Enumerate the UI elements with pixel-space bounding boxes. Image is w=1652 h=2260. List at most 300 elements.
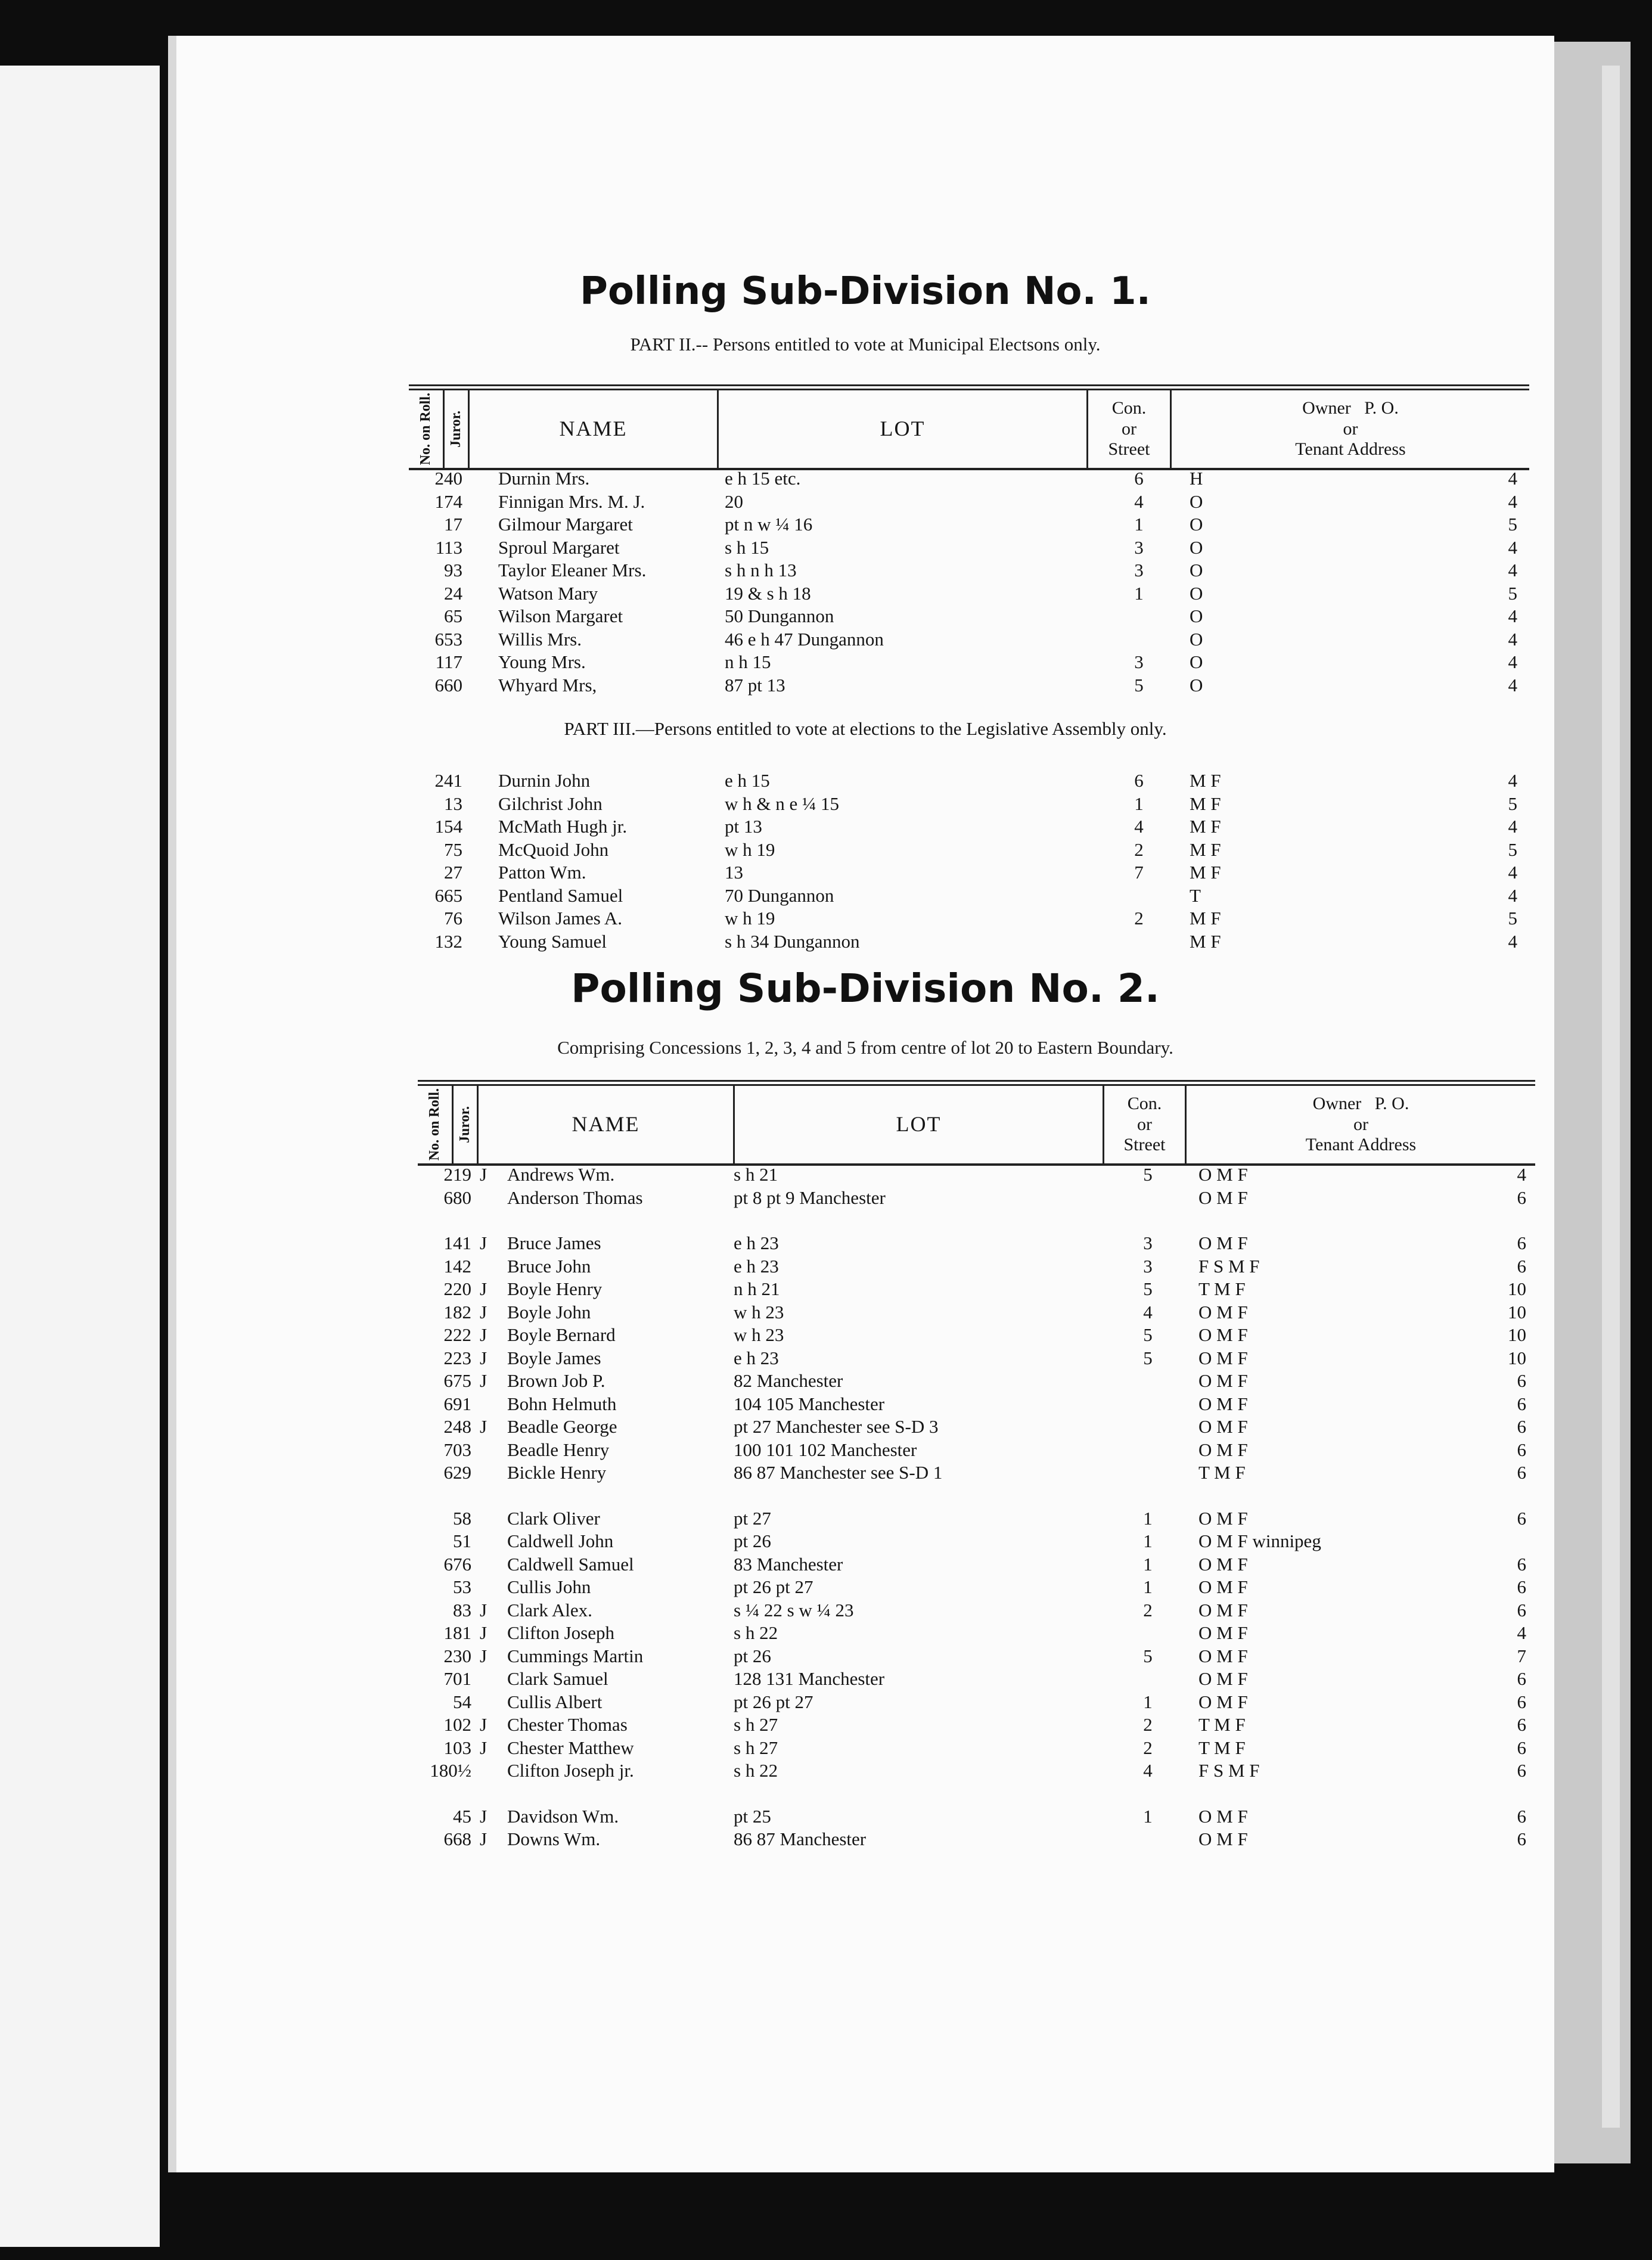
cell-roll: 181 [443,1622,471,1643]
cell-roll: 75 [444,839,462,860]
cell-owner: O M F [1198,1622,1248,1643]
list-item [409,560,1529,583]
cell-owner: O M F [1198,1187,1248,1208]
cell-owner: T M F [1198,1714,1246,1735]
cell-name: Young Mrs. [498,651,586,672]
header-owner-2: or [1343,418,1358,439]
list-item [418,1554,1535,1577]
list-item [418,1462,1535,1485]
cell-roll: 17 [444,514,462,535]
list-item [418,1370,1535,1393]
header-owner-3: Tenant [1295,439,1344,460]
cell-lot: 87 pt 13 [725,674,785,696]
list-item [418,1256,1535,1279]
cell-con: 1 [1143,1553,1153,1575]
header-owner-1: Owner [1302,398,1351,418]
cell-po: 6 [1517,1737,1526,1758]
cell-lot: s h 21 [734,1164,778,1185]
left-page-edge [0,66,160,2247]
header-juror: Juror. [457,1106,473,1143]
cell-juror: J [480,1805,487,1827]
list-item [409,770,1529,793]
cell-name: Caldwell Samuel [507,1553,634,1575]
cell-po: 5 [1508,793,1517,814]
cell-owner: O M F [1198,1439,1248,1460]
cell-lot: s h 22 [734,1760,778,1781]
header-po-1: P. O. [1364,398,1399,418]
cell-roll: 76 [444,908,462,929]
cell-name: Clifton Joseph jr. [507,1760,634,1781]
list-item [409,468,1529,491]
cell-owner: M F [1190,770,1221,791]
cell-roll: 24 [444,582,462,604]
cell-po: 5 [1508,839,1517,860]
cell-lot: pt n w ¼ 16 [725,514,813,535]
cell-roll: 660 [434,674,462,696]
header-name: NAME [572,1112,640,1137]
cell-owner: T [1190,884,1201,906]
list-item [418,1622,1535,1646]
cell-name: Cummings Martin [507,1645,644,1666]
cell-name: Chester Thomas [507,1714,628,1735]
cell-owner: O M F [1198,1829,1248,1849]
header-roll: No. on Roll. [417,393,433,465]
cell-roll: 65 [444,606,462,626]
cell-name: McMath Hugh jr. [498,816,628,837]
header-lot: LOT [896,1112,942,1137]
cell-roll: 182 [443,1301,471,1323]
cell-roll: 27 [444,862,462,883]
cell-name: Clark Samuel [507,1668,608,1689]
cell-owner: O M F [1198,1599,1248,1621]
cell-roll: 132 [434,930,462,952]
cell-lot: pt 26 pt 27 [734,1691,813,1712]
cell-roll: 180½ [430,1760,471,1781]
cell-roll: 240 [434,468,462,489]
header-con-1: Con. [1127,1094,1162,1114]
cell-lot: 46 e h 47 Dungannon [725,628,884,650]
cell-lot: w h 19 [725,839,775,860]
cell-lot: pt 27 Manchester see S-D 3 [734,1416,939,1437]
cell-lot: 19 & s h 18 [725,582,811,604]
cell-po: 7 [1517,1645,1526,1666]
cell-owner: H [1190,468,1203,489]
list-item [418,1164,1535,1187]
cell-juror: J [480,1714,487,1735]
cell-owner: M F [1190,930,1221,952]
cell-con: 3 [1143,1255,1153,1277]
list-item [418,1393,1535,1417]
header-con-3: Street [1108,439,1150,460]
section2-subtitle: Comprising Concessions 1, 2, 3, 4 and 5 from centre of lot 20 to Eastern Boundary. [557,1037,1173,1058]
cell-owner: O M F [1198,1645,1248,1666]
cell-con: 3 [1134,651,1144,672]
cell-po: 4 [1508,628,1517,650]
cell-name: Anderson Thomas [507,1187,643,1208]
cell-roll: 103 [443,1737,471,1758]
cell-con: 4 [1134,816,1144,837]
cell-lot: 86 87 Manchester [734,1829,867,1849]
cell-roll: 691 [443,1393,471,1414]
cell-po: 6 [1517,1462,1526,1483]
cell-owner: O [1190,514,1203,535]
cell-owner: O [1190,674,1203,696]
cell-lot: 50 Dungannon [725,606,834,626]
cell-roll: 53 [453,1576,471,1597]
cell-owner: O [1190,606,1203,626]
cell-lot: e h 15 [725,770,770,791]
cell-lot: w h 19 [725,908,775,929]
header-name: NAME [559,417,628,441]
cell-lot: 20 [725,491,743,512]
list-item [418,1760,1535,1783]
cell-con: 2 [1143,1737,1153,1758]
cell-con: 2 [1134,839,1144,860]
cell-name: Willis Mrs. [498,628,582,650]
cell-lot: e h 23 [734,1255,779,1277]
cell-juror: J [480,1347,487,1368]
cell-con: 1 [1143,1576,1153,1597]
cell-po: 5 [1508,582,1517,604]
cell-po: 4 [1508,862,1517,883]
cell-owner: O M F [1198,1507,1248,1529]
cell-po: 6 [1517,1599,1526,1621]
cell-name: Boyle James [507,1347,601,1368]
cell-owner: M F [1190,862,1221,883]
cell-juror: J [480,1164,487,1185]
cell-lot: w h & n e ¼ 15 [725,793,840,814]
cell-name: Pentland Samuel [498,884,623,906]
header-owner-1: Owner [1312,1094,1362,1114]
cell-name: Bruce John [507,1255,591,1277]
cell-name: Cullis Albert [507,1691,603,1712]
cell-owner: O M F winnipeg [1198,1531,1321,1551]
part3-heading: PART III.—Persons entitled to vote at elections to the Legislative Assembly only. [564,718,1167,739]
cell-lot: w h 23 [734,1301,784,1323]
section2-title: Polling Sub-Division No. 2. [571,966,1160,1011]
cell-name: Cullis John [507,1576,591,1597]
cell-name: Whyard Mrs, [498,674,597,696]
cell-juror: J [480,1645,487,1666]
cell-name: Chester Matthew [507,1737,634,1758]
cell-po: 6 [1517,1187,1526,1208]
cell-roll: 117 [435,651,462,672]
cell-con: 7 [1134,862,1144,883]
cell-po: 10 [1508,1347,1526,1368]
group-gap [418,1783,1535,1806]
cell-po: 6 [1517,1668,1526,1689]
cell-name: Young Samuel [498,930,607,952]
cell-roll: 154 [434,816,462,837]
cell-con: 1 [1134,514,1144,535]
cell-lot: s h 34 Dungannon [725,930,860,952]
cell-roll: 703 [443,1439,471,1460]
cell-name: Beadle Henry [507,1439,610,1460]
list-item [409,606,1529,629]
cell-con: 2 [1143,1599,1153,1621]
cell-owner: O M F [1198,1370,1248,1391]
cell-lot: 82 Manchester [734,1370,843,1391]
cell-owner: O M F [1198,1324,1248,1345]
cell-name: Boyle John [507,1301,591,1323]
cell-name: Downs Wm. [507,1829,601,1849]
cell-lot: e h 23 [734,1233,779,1253]
cell-con: 4 [1143,1760,1153,1781]
cell-roll: 701 [443,1668,471,1689]
cell-po: 4 [1508,884,1517,906]
cell-juror: J [480,1301,487,1323]
list-item [418,1233,1535,1256]
cell-name: Boyle Bernard [507,1324,616,1345]
cell-po: 6 [1517,1760,1526,1781]
cell-lot: s h 15 [725,536,769,558]
cell-po: 6 [1517,1370,1526,1391]
list-item [418,1324,1535,1348]
cell-roll: 174 [434,491,462,512]
cell-juror: J [480,1324,487,1345]
cell-po: 6 [1517,1714,1526,1735]
cell-lot: 13 [725,862,743,883]
cell-lot: pt 13 [725,816,762,837]
cell-owner: T M F [1198,1737,1246,1758]
cell-con: 5 [1143,1347,1153,1368]
list-item [418,1348,1535,1371]
cell-owner: T M F [1198,1278,1246,1299]
cell-owner: F S M F [1198,1760,1260,1781]
cell-owner: O M F [1198,1668,1248,1689]
cell-owner: O [1190,560,1203,580]
document-page [168,36,1554,2172]
cell-name: Gilchrist John [498,793,603,814]
cell-name: Caldwell John [507,1531,614,1551]
list-item [418,1646,1535,1669]
list-item [418,1737,1535,1761]
cell-po: 10 [1508,1324,1526,1345]
cell-name: Andrews Wm. [507,1164,615,1185]
cell-con: 6 [1134,468,1144,489]
list-item [409,583,1529,606]
cell-con: 1 [1143,1531,1153,1551]
cell-owner: M F [1190,816,1221,837]
cell-con: 1 [1134,793,1144,814]
cell-lot: s h 27 [734,1737,778,1758]
cell-owner: O M F [1198,1576,1248,1597]
cell-con: 5 [1143,1324,1153,1345]
cell-owner: M F [1190,839,1221,860]
cell-po: 4 [1508,816,1517,837]
group-gap [418,1210,1535,1233]
list-item [418,1714,1535,1737]
cell-lot: pt 26 [734,1531,771,1551]
div2-list [418,1164,1535,1852]
list-item [418,1278,1535,1302]
header-juror: Juror. [448,410,464,448]
cell-juror: J [480,1370,487,1391]
list-item [418,1531,1535,1554]
cell-name: McQuoid John [498,839,609,860]
cell-lot: pt 26 pt 27 [734,1576,813,1597]
cell-lot: 70 Dungannon [725,884,834,906]
cell-po: 4 [1508,770,1517,791]
cell-name: Watson Mary [498,582,598,604]
list-item [409,908,1529,931]
cell-name: Finnigan Mrs. M. J. [498,491,645,512]
cell-lot: 104 105 Manchester [734,1393,885,1414]
cell-con: 2 [1143,1714,1153,1735]
header-po-1: P. O. [1374,1094,1409,1114]
cell-con: 5 [1143,1278,1153,1299]
cell-lot: s h 27 [734,1714,778,1735]
list-item [418,1806,1535,1829]
list-item [418,1600,1535,1623]
list-item [418,1691,1535,1715]
list-item [409,491,1529,514]
cell-con: 3 [1134,560,1144,580]
cell-roll: 113 [435,536,462,558]
cell-owner: M F [1190,793,1221,814]
list-item [409,931,1529,954]
cell-roll: 665 [434,884,462,906]
cell-con: 5 [1143,1164,1153,1185]
header-lot: LOT [880,417,926,441]
cell-con: 5 [1143,1645,1153,1666]
part3-list [409,770,1529,954]
cell-roll: 83 [453,1599,471,1621]
cell-owner: O M F [1198,1805,1248,1827]
list-item [409,839,1529,862]
cell-owner: O M F [1198,1393,1248,1414]
cell-juror: J [480,1233,487,1253]
cell-po: 4 [1508,560,1517,580]
cell-name: Clark Oliver [507,1507,600,1529]
cell-roll: 675 [443,1370,471,1391]
group-gap [418,1485,1535,1508]
cell-name: Sproul Margaret [498,536,620,558]
cell-lot: s ¼ 22 s w ¼ 23 [734,1599,854,1621]
list-item [409,862,1529,885]
list-item [418,1668,1535,1691]
header-con-2: or [1122,418,1136,439]
list-item [409,675,1529,698]
list-item [409,885,1529,908]
cell-roll: 230 [443,1645,471,1666]
header-con-2: or [1137,1114,1152,1134]
cell-po: 5 [1508,908,1517,929]
header-po-2: Address [1357,1135,1417,1155]
list-item [409,793,1529,817]
cell-con: 1 [1143,1691,1153,1712]
cell-juror: J [480,1599,487,1621]
list-item [418,1576,1535,1600]
cell-lot: pt 26 [734,1645,771,1666]
cell-lot: n h 15 [725,651,771,672]
cell-lot: e h 15 etc. [725,468,801,489]
cell-lot: 83 Manchester [734,1553,843,1575]
cell-roll: 241 [434,770,462,791]
header-owner-2: or [1353,1114,1368,1134]
list-item [418,1416,1535,1439]
cell-lot: w h 23 [734,1324,784,1345]
list-item [418,1439,1535,1463]
cell-po: 4 [1508,491,1517,512]
part2-heading: PART II.-- Persons entitled to vote at Municipal Electsons only. [630,334,1101,355]
cell-name: Gilmour Margaret [498,514,633,535]
cell-owner: O [1190,582,1203,604]
cell-lot: 100 101 102 Manchester [734,1439,917,1460]
cell-roll: 141 [443,1233,471,1253]
cell-lot: 128 131 Manchester [734,1668,885,1689]
cell-roll: 13 [444,793,462,814]
cell-owner: O M F [1198,1347,1248,1368]
list-item [418,1829,1535,1852]
cell-roll: 676 [443,1553,471,1575]
cell-lot: s h n h 13 [725,560,797,580]
cell-po: 4 [1517,1622,1526,1643]
cell-po: 4 [1508,674,1517,696]
cell-roll: 668 [443,1829,471,1849]
cell-po: 6 [1517,1507,1526,1529]
cell-con: 2 [1134,908,1144,929]
table-header [409,384,1529,470]
cell-name: Clark Alex. [507,1599,592,1621]
cell-owner: O M F [1198,1164,1248,1185]
cell-po: 6 [1517,1691,1526,1712]
cell-name: Durnin John [498,770,591,791]
table-header [418,1080,1535,1166]
list-item [409,816,1529,839]
cell-con: 1 [1143,1805,1153,1827]
cell-po: 4 [1508,651,1517,672]
cell-roll: 222 [443,1324,471,1345]
header-con-1: Con. [1111,398,1147,418]
cell-po: 6 [1517,1416,1526,1437]
cell-po: 4 [1508,930,1517,952]
cell-con: 3 [1134,536,1144,558]
cell-lot: pt 27 [734,1507,771,1529]
cell-po: 5 [1508,514,1517,535]
cell-lot: n h 21 [734,1278,780,1299]
cell-roll: 54 [453,1691,471,1712]
cell-lot: pt 8 pt 9 Manchester [734,1187,886,1208]
cell-roll: 45 [453,1805,471,1827]
cell-owner: O [1190,628,1203,650]
cell-roll: 220 [443,1278,471,1299]
cell-owner: O M F [1198,1691,1248,1712]
cell-con: 1 [1143,1507,1153,1529]
cell-po: 6 [1517,1829,1526,1849]
cell-name: Bohn Helmuth [507,1393,617,1414]
cell-owner: M F [1190,908,1221,929]
cell-name: Patton Wm. [498,862,586,883]
cell-owner: T M F [1198,1462,1246,1483]
cell-po: 6 [1517,1233,1526,1253]
cell-con: 5 [1134,674,1144,696]
cell-juror: J [480,1622,487,1643]
cell-juror: J [480,1737,487,1758]
cell-po: 4 [1508,536,1517,558]
cell-roll: 142 [443,1255,471,1277]
cell-lot: s h 22 [734,1622,778,1643]
header-po-2: Address [1347,439,1406,460]
cell-roll: 653 [434,628,462,650]
cell-owner: F S M F [1198,1255,1260,1277]
header-con-3: Street [1123,1135,1166,1155]
cell-owner: O M F [1198,1416,1248,1437]
section1-title: Polling Sub-Division No. 1. [580,269,1151,313]
cell-owner: O [1190,491,1203,512]
cell-name: Wilson Margaret [498,606,623,626]
cell-roll: 102 [443,1714,471,1735]
